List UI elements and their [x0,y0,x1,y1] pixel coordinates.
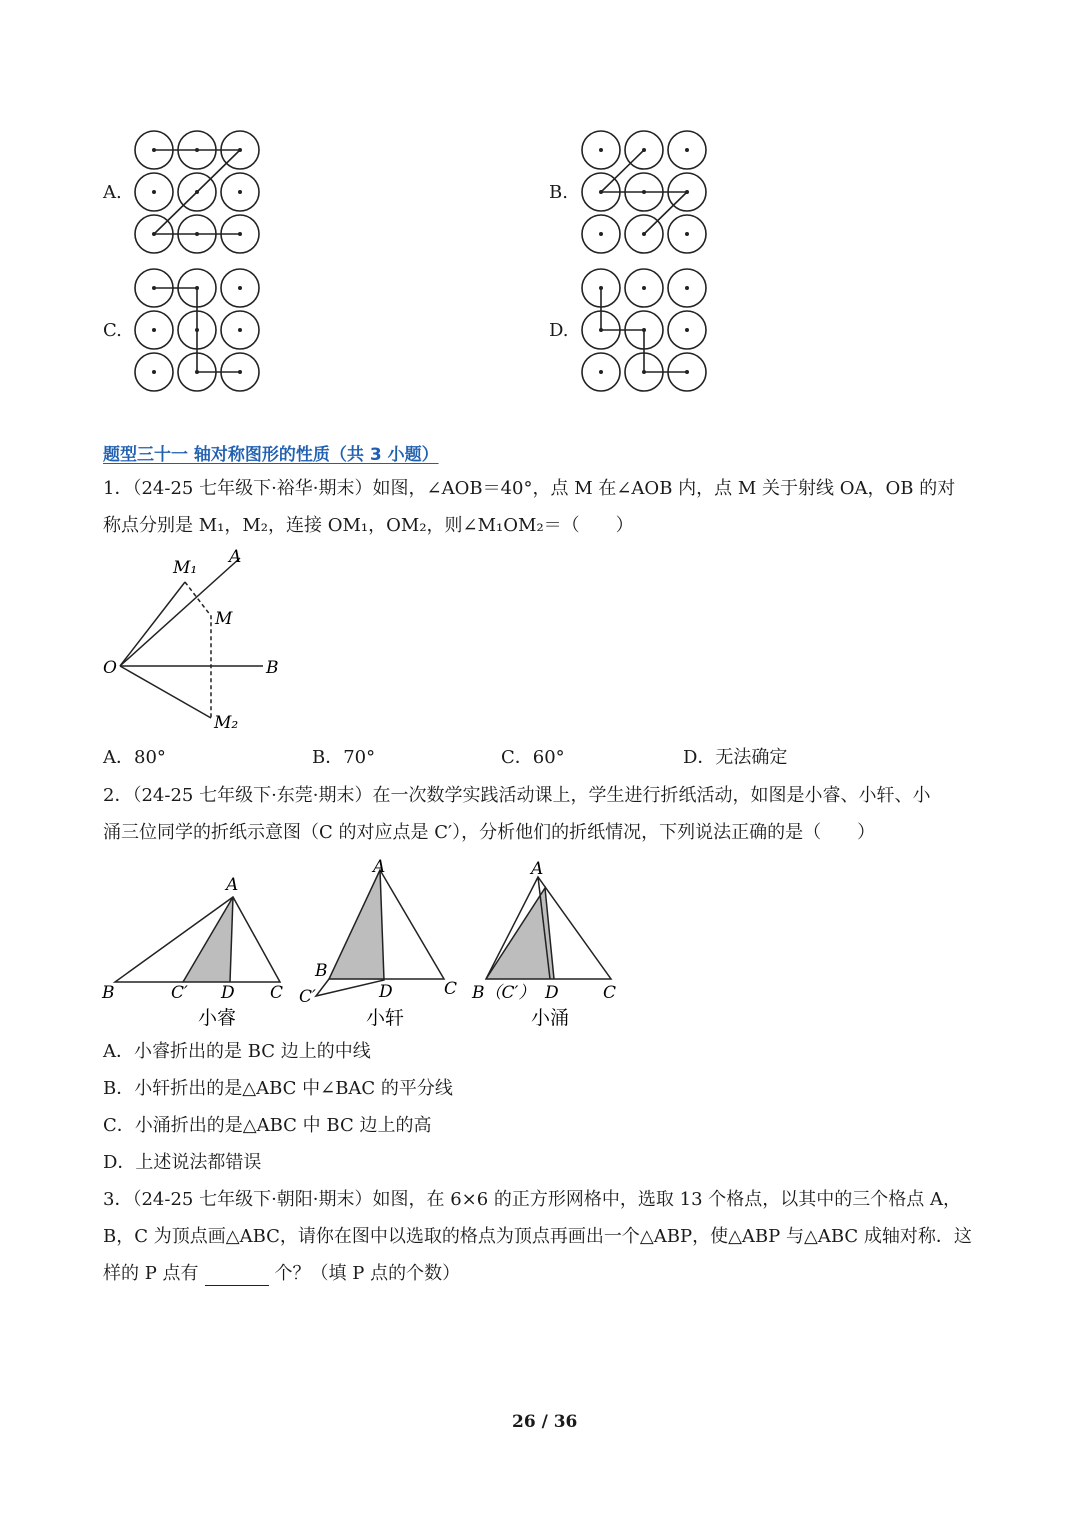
q1-option-b: B．70° [312,747,376,768]
option-a-label: A. [103,182,122,203]
q2-option-d: D．上述说法都错误 [103,1152,262,1173]
xx-label-a: A [373,857,386,877]
q3-text-line1: 3．（24-25 七年级下·朝阳·期末）如图，在 6×6 的正方形网格中，选取 13 个格点，以其中的三个格点 A， [103,1189,962,1210]
q2-option-c: C．小涌折出的是△ABC 中 BC 边上的高 [103,1115,432,1136]
q1-option-d: D．无法确定 [683,747,788,768]
q1-text-line2: 称点分别是 M₁，M₂，连接 OM₁，OM₂，则∠M₁OM₂＝（ ） [103,515,634,536]
xy-label-d: D [545,983,559,1003]
xx-label-b: B [315,961,328,981]
figure-xiaorui [101,875,283,1029]
grid-figure-c [130,264,265,396]
q1-option-a: A．80° [103,747,166,768]
xr-caption: 小睿 [198,1007,237,1029]
section-title: 题型三十一 轴对称图形的性质（共 3 小题） [103,445,439,465]
q1-option-c: C．60° [501,747,565,768]
xr-label-c1: C′ [171,983,188,1003]
q3-text-line3 [103,1262,460,1286]
q3-text-line2: B，C 为顶点画△ABC，请你在图中以选取的格点为顶点再画出一个△ABP，使△ABP 与△ABC 成轴对称．这 [103,1226,972,1247]
xy-caption: 小涌 [531,1007,570,1029]
xy-label-c: C [603,983,617,1003]
q1-label-o: O [103,658,117,678]
option-d-label: D. [549,320,569,341]
grid-figure-d [577,264,712,396]
q2-option-a: A．小睿折出的是 BC 边上的中线 [103,1041,371,1062]
q2-text-line2: 涌三位同学的折纸示意图（C 的对应点是 C′），分析他们的折纸情况，下列说法正确的是（ ） [103,822,876,843]
q1-angle-figure [98,546,298,736]
xr-label-b: B [102,983,115,1003]
option-b-label: B. [549,182,568,203]
xy-label-a: A [531,859,544,879]
grid-figure-b [577,126,712,258]
xr-label-d: D [221,983,235,1003]
xx-label-c: C [444,979,458,999]
xx-label-c1: C′ [299,987,316,1007]
q1-label-m: M [215,609,233,629]
q1-label-m1: M₁ [173,558,198,578]
xx-label-d: D [379,982,393,1002]
q3-answer-blank[interactable] [205,1267,269,1286]
q2-fold-figures [98,852,628,1034]
q3-line3-post: 个？（填 P 点的个数） [274,1263,461,1284]
xx-caption: 小轩 [366,1007,405,1029]
q1-label-a: A [229,547,242,567]
grid-figure-a [130,126,265,258]
q1-label-b: B [266,658,279,678]
option-c-label: C. [103,320,122,341]
page-number: 26 / 36 [512,1412,578,1432]
q2-text-line1: 2．（24-25 七年级下·东莞·期末）在一次数学实践活动课上，学生进行折纸活动，如图是小睿、小轩、小 [103,785,931,806]
figure-xiaoxuan [299,857,457,1029]
figure-xiaoyong [471,859,616,1029]
xr-label-c: C [270,983,284,1003]
q1-text-line1: 1．（24-25 七年级下·裕华·期末）如图，∠AOB＝40°，点 M 在∠AOB 内，点 M 关于射线 OA，OB 的对 [103,478,956,499]
xy-label-bc1: B（C′） [472,983,536,1003]
xr-label-a: A [226,875,239,895]
q3-line3-pre: 样的 P 点有 [103,1263,199,1284]
q1-label-m2: M₂ [214,713,239,733]
q2-option-b: B．小轩折出的是△ABC 中∠BAC 的平分线 [103,1078,453,1099]
